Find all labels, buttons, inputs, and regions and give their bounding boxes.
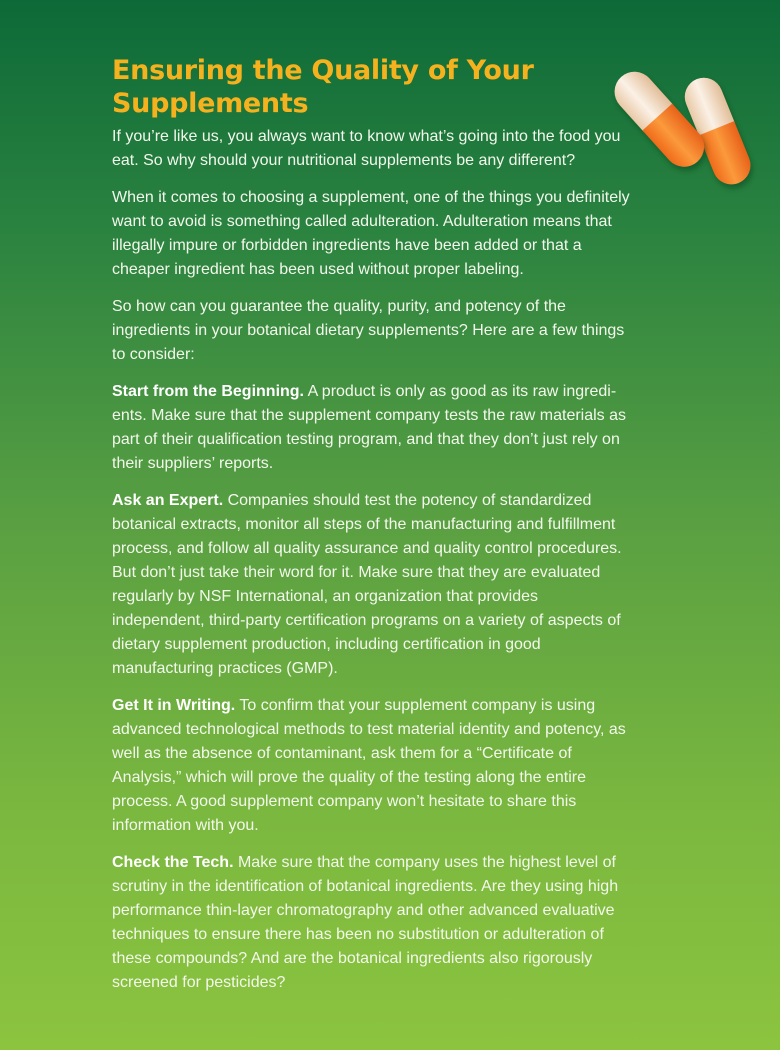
tip-heading: Start from the Beginning. (112, 383, 304, 400)
tip-check-the-tech (112, 851, 632, 995)
tip-start-from-beginning (112, 380, 632, 476)
tip-body: To confirm that your supplement company is using advanced technological methods to test material identity and potency, as well as the absence of contaminant, ask them for a “Certificate of Analysis,” which will prove the quality of the testing along the entire process. A good supplement company won’t hesitate to share this information with you. (112, 697, 626, 834)
adulteration-paragraph: When it comes to choosing a supplement, one of the things you definitely want to avoid is something called adulteration. Adulteration means that illegally impure or forbidden ingredients have been added or that a cheaper ingredient has been used without proper labeling. (112, 189, 630, 278)
tip-ask-an-expert (112, 489, 632, 681)
tip-body: A product is only as good as its raw ingredi-ents. Make sure that the supplement company tests the raw materials as part of their qualification testing program, and that they don’t just rely on their suppliers’ reports. (112, 383, 627, 472)
article (112, 54, 632, 1008)
tip-get-it-in-writing (112, 694, 632, 838)
tip-heading: Check the Tech. (112, 854, 234, 871)
intro-paragraph: If you’re like us, you always want to know what’s going into the food you eat. So why should your nutritional supplements be any different? (112, 128, 621, 169)
question-paragraph: So how can you guarantee the quality, purity, and potency of the ingredients in your botanical dietary supplements? Here are a few things to consider: (112, 298, 625, 363)
page-title: Ensuring the Quality of Your Supplements (112, 55, 534, 119)
tip-heading: Get It in Writing. (112, 697, 236, 714)
tip-body: Make sure that the company uses the highest level of scrutiny in the identification of botanical ingredients. Are they using high performance thin-layer chromatography and other advanced evaluative techniques to ensure there has been no substitution or adulteration of these compounds? And are the botanical ingredients also rigorously screened for pesticides? (112, 854, 619, 991)
tip-body: Companies should test the potency of standardized botanical extracts, monitor all steps of the manufacturing and fulfillment process, and follow all quality assurance and quality control procedures. But don’t just take their word for it. Make sure that they are evaluated regularly by NSF International, an organization that provides independent, third-party certification programs on a variety of aspects of dietary supplement production, including certification in good manufacturing practices (GMP). (112, 492, 622, 677)
tip-heading: Ask an Expert. (112, 492, 224, 509)
